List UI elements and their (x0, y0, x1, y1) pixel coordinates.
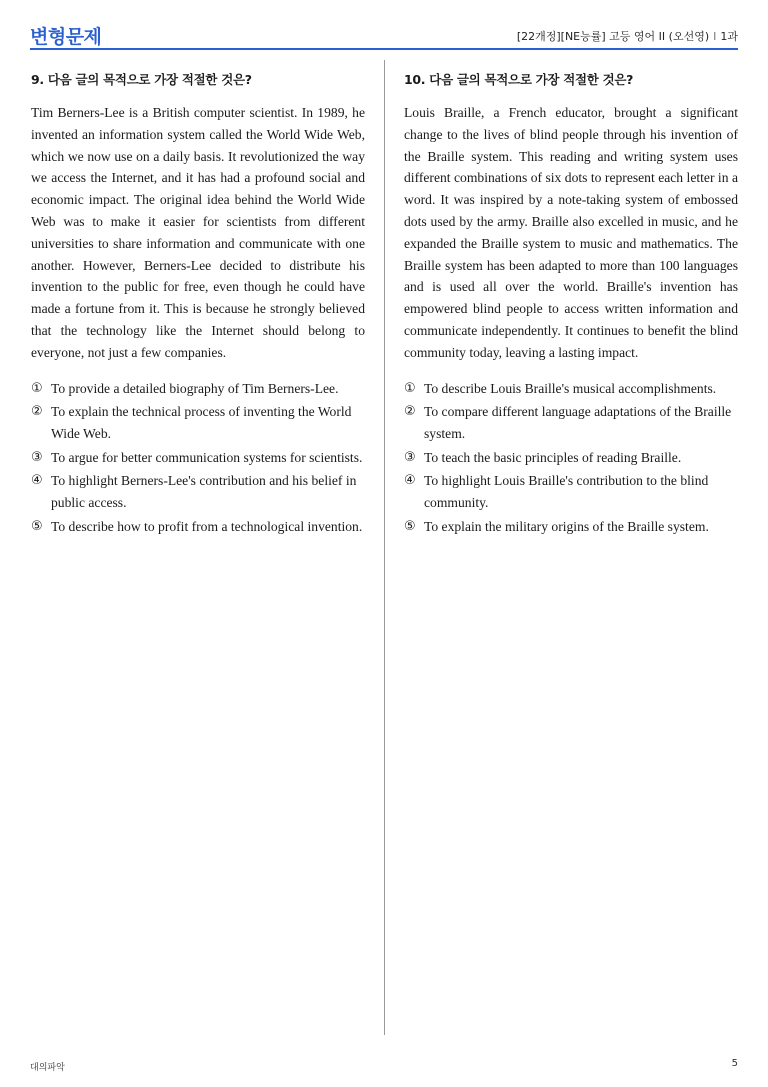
choice-item[interactable] (404, 470, 738, 514)
choice-item[interactable] (31, 401, 365, 445)
brand-title: 변형문제 (30, 26, 102, 48)
question-title: 9. 다음 글의 목적으로 가장 적절한 것은? (31, 72, 252, 87)
page-number: 5 (731, 1058, 738, 1069)
choice-item[interactable] (404, 516, 738, 538)
choice-item[interactable] (31, 378, 365, 400)
choice-number: ② (31, 404, 43, 420)
choice-number: ③ (404, 449, 416, 465)
choice-item[interactable] (31, 447, 365, 469)
choice-number: ⑤ (31, 518, 43, 534)
column-divider (384, 60, 385, 1035)
choice-item[interactable] (404, 378, 738, 400)
choice-number: ⑤ (404, 518, 416, 534)
choice-number: ① (404, 380, 416, 396)
choice-item[interactable] (31, 470, 365, 514)
choice-text: To describe Louis Braille's musical accomplishments. (424, 380, 717, 396)
choice-text: To explain the military origins of the Braille system. (424, 518, 709, 534)
choice-item[interactable] (31, 516, 365, 538)
choice-list (404, 378, 738, 538)
question-passage: Louis Braille, a French educator, brought a significant change to the lives of blind people through his invention of the Braille system. This reading and writing system uses different combinations of six dots to represent each letter in a word. It was inspired by a note-taking system of embossed dots used by the army. Braille also excelled in music, and he expanded the Braille system to music and mathematics. The Braille system has been adapted to more than 100 languages and is used all over the world. Braille's invention has empowered blind people to access written information and communicate independently. It continues to benefit the blind community today, leaving a lasting impact. (404, 105, 738, 360)
choice-text: To teach the basic principles of reading Braille. (424, 449, 682, 465)
header-separator: I (713, 30, 717, 43)
page-header (30, 20, 738, 50)
lesson-label: 1과 (720, 30, 738, 43)
question-9 (31, 70, 365, 539)
choice-text: To highlight Louis Braille's contribution to the blind community. (424, 473, 709, 510)
choice-number: ④ (31, 473, 43, 489)
choice-text: To describe how to profit from a technological invention. (51, 518, 363, 534)
choice-item[interactable] (404, 401, 738, 445)
footer-label: 대의파악 (30, 1063, 65, 1073)
choice-number: ③ (31, 449, 43, 465)
choice-number: ④ (404, 473, 416, 489)
choice-number: ① (31, 380, 43, 396)
choice-text: To highlight Berners-Lee's contribution and his belief in public access. (51, 473, 357, 510)
question-passage: Tim Berners-Lee is a British computer scientist. In 1989, he invented an information system called the World Wide Web, which we now use on a daily basis. It revolutionized the way we access the Internet, and it has had a profound social and economic impact. The original idea behind the World Wide Web was to make it easier for scientists from different universities to share information and communicate with one another. However, Berners-Lee decided to distribute his invention to the public for free, even though he could have made a fortune from it. This is because he strongly believed that the technology like the Internet should belong to everyone, not just a few companies. (31, 105, 365, 360)
choice-text: To argue for better communication systems for scientists. (51, 449, 363, 465)
course-name: [22개정][NE능률] 고등 영어 II (오선영) (516, 30, 710, 43)
choice-text: To provide a detailed biography of Tim Berners-Lee. (51, 380, 339, 396)
choice-text: To compare different language adaptations of the Braille system. (424, 404, 732, 441)
question-title: 10. 다음 글의 목적으로 가장 적절한 것은? (404, 72, 634, 87)
choice-item[interactable] (404, 447, 738, 469)
choice-list (31, 378, 365, 538)
choice-number: ② (404, 404, 416, 420)
course-info (517, 28, 738, 44)
choice-text: To explain the technical process of inventing the World Wide Web. (51, 404, 352, 441)
question-10 (404, 70, 738, 539)
